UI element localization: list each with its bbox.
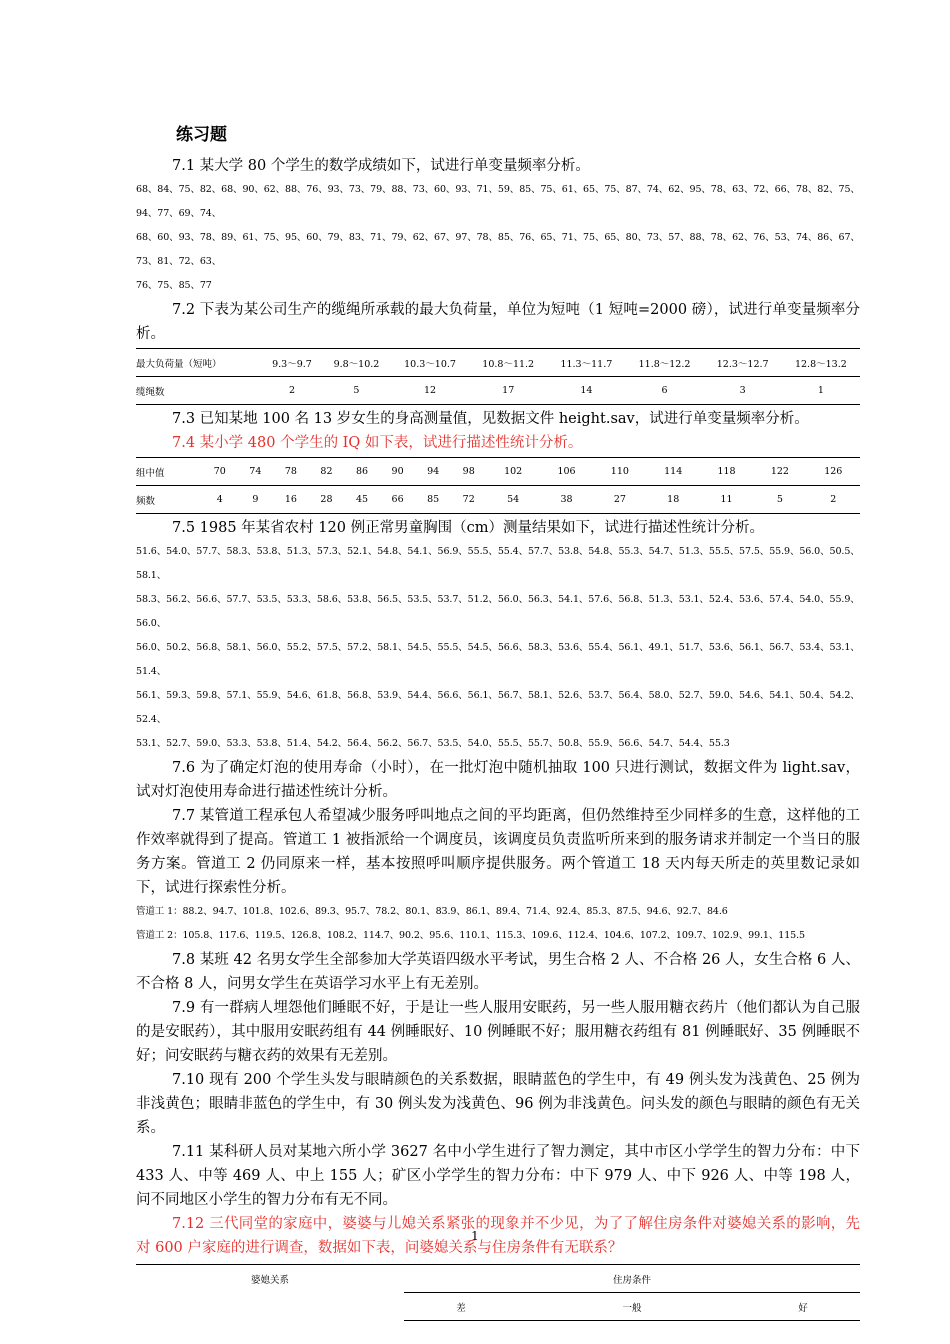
housing-table — [136, 1264, 860, 1321]
table-cell: 差 — [404, 1293, 518, 1321]
question-7-4: 7.4 某小学 480 个学生的 IQ 如下表，试进行描述性统计分析。 — [172, 435, 583, 451]
q7-5-data-line: 56.1、59.3、59.8、57.1、55.9、54.6、61.8、56.8、53.9、54.4、56.6、56.1、56.7、58.1、52.6、53.7、56.4、58.0、52.7、59.0、54.6、54.1、50.4、54.2、52.4、 — [136, 690, 860, 725]
table-row-label: 频数 — [136, 486, 202, 514]
table-row-label: 最大负荷量（短吨） — [136, 349, 262, 377]
table-empty-cell — [136, 1293, 404, 1321]
q7-5-data-line: 58.3、56.2、56.6、57.7、53.5、53.3、58.6、53.8、56.5、53.5、53.7、51.2、56.0、56.3、54.1、57.6、56.8、51.3、53.1、52.4、53.6、57.4、54.0、55.9、56.0、 — [136, 594, 860, 629]
table-row-header: 婆媳关系 — [136, 1265, 404, 1293]
load-table — [136, 348, 860, 405]
table-cell: 9.3～9.7 — [262, 349, 322, 377]
question-7-2: 7.2 下表为某公司生产的缆绳所承载的最大负荷量，单位为短吨（1 短吨=2000 磅），试进行单变量频率分析。 — [136, 302, 860, 342]
q7-1-data-line: 76、75、85、77 — [136, 280, 212, 291]
table-cell: 11 — [700, 486, 753, 514]
question-7-3: 7.3 已知某地 100 名 13 岁女生的身高测量值，见数据文件 height.sav，试进行单变量频率分析。 — [172, 411, 809, 427]
table-col-header: 住房条件 — [404, 1265, 860, 1293]
table-cell: 90 — [380, 458, 416, 486]
table-cell: 85 — [415, 486, 451, 514]
page-title: 练习题 — [176, 125, 227, 145]
table-cell: 86 — [344, 458, 380, 486]
table-cell: 74 — [238, 458, 274, 486]
question-7-1: 7.1 某大学 80 个学生的数学成绩如下，试进行单变量频率分析。 — [172, 158, 590, 174]
table-cell: 5 — [753, 486, 806, 514]
table-cell: 82 — [309, 458, 345, 486]
table-cell: 12.3～12.7 — [704, 349, 782, 377]
table-cell: 9.8～10.2 — [322, 349, 391, 377]
table-row-label: 组中值 — [136, 458, 202, 486]
page-number: 1 — [471, 1229, 479, 1243]
table-cell: 3 — [704, 377, 782, 405]
table-cell: 110 — [593, 458, 646, 486]
table-cell: 38 — [540, 486, 593, 514]
document-page — [136, 122, 860, 1321]
table-cell: 45 — [344, 486, 380, 514]
question-7-9: 7.9 有一群病人埋怨他们睡眠不好，于是让一些人服用安眠药，另一些人服用糖衣药片（他们都认为自己服的是安眠药），其中服用安眠药组有 44 例睡眠好、10 例睡眠不好；服用糖衣药组有 81 例睡眠好、35 例睡眠不好；问安眠药与糖衣药的效果有无差别。 — [136, 1000, 860, 1064]
table-cell: 54 — [487, 486, 540, 514]
table-cell: 114 — [647, 458, 700, 486]
table-cell: 27 — [593, 486, 646, 514]
q7-5-data-line: 51.6、54.0、57.7、58.3、53.8、51.3、57.3、52.1、54.8、54.1、56.9、55.5、55.4、57.7、53.8、54.8、55.3、54.7、51.3、55.5、57.5、55.9、56.0、50.5、58.1、 — [136, 546, 860, 581]
table-cell: 9 — [238, 486, 274, 514]
table-cell: 10.3～10.7 — [391, 349, 469, 377]
table-cell: 12 — [391, 377, 469, 405]
table-row-label: 缆绳数 — [136, 377, 262, 405]
table-cell: 6 — [625, 377, 703, 405]
q7-1-data-line: 68、84、75、82、68、90、62、88、76、93、73、79、88、73、60、93、71、59、85、75、61、65、75、87、74、62、95、78、63、72、66、78、82、75、94、77、69、74、 — [136, 184, 860, 219]
table-cell: 78 — [273, 458, 309, 486]
q7-7-worker-2-data: 管道工 2：105.8、117.6、119.5、126.8、108.2、114.7、90.2、95.6、110.1、115.3、109.6、112.4、104.6、107.2、109.7、102.9、99.1、115.5 — [136, 930, 805, 941]
table-cell: 14 — [547, 377, 625, 405]
table-cell: 122 — [753, 458, 806, 486]
q7-5-data-line: 53.1、52.7、59.0、53.3、53.8、51.4、54.2、56.4、56.2、56.7、53.5、54.0、55.5、55.7、50.8、55.9、56.6、54.7、54.4、55.3 — [136, 738, 730, 749]
table-cell: 好 — [746, 1293, 860, 1321]
table-cell: 17 — [469, 377, 547, 405]
table-cell: 12.8～13.2 — [782, 349, 860, 377]
table-cell: 102 — [487, 458, 540, 486]
table-cell: 5 — [322, 377, 391, 405]
table-cell: 4 — [202, 486, 238, 514]
iq-table — [136, 457, 860, 514]
table-cell: 1 — [782, 377, 860, 405]
table-cell: 2 — [262, 377, 322, 405]
table-cell: 98 — [451, 458, 487, 486]
question-7-11: 7.11 某科研人员对某地六所小学 3627 名中小学生进行了智力测定，其中市区小学学生的智力分布：中下 433 人、中等 469 人、中上 155 人；矿区小学学生的智力分布：中下 979 人、中下 926 人、中等 198 人，问不同地区小学生的智力分布有无不同。 — [136, 1144, 860, 1208]
table-cell: 28 — [309, 486, 345, 514]
table-cell: 70 — [202, 458, 238, 486]
table-cell: 11.8～12.2 — [625, 349, 703, 377]
table-cell: 11.3～11.7 — [547, 349, 625, 377]
question-7-7: 7.7 某管道工程承包人希望减少服务呼叫地点之间的平均距离，但仍然维持至少同样多的生意，这样他的工作效率就得到了提高。管道工 1 被指派给一个调度员，该调度员负责监听所来到的服务请求并制定一个当日的服务方案。管道工 2 仍同原来一样，基本按照呼叫顺序提供服务。两个管道工 18 天内每天所走的英里数记录如下，试进行探索性分析。 — [136, 808, 860, 896]
table-cell: 118 — [700, 458, 753, 486]
question-7-12: 7.12 三代同堂的家庭中，婆婆与儿媳关系紧张的现象并不少见，为了了解住房条件对婆媳关系的影响，先对 600 户家庭的进行调查，数据如下表，问婆媳关系与住房条件有无联系？ — [136, 1216, 860, 1256]
table-cell: 10.8～11.2 — [469, 349, 547, 377]
table-cell: 72 — [451, 486, 487, 514]
table-cell: 18 — [647, 486, 700, 514]
table-cell: 16 — [273, 486, 309, 514]
q7-5-data-line: 56.0、50.2、56.8、58.1、56.0、55.2、57.5、57.2、58.1、54.5、55.5、54.5、56.6、58.3、53.6、55.4、56.1、49.1、51.7、53.6、56.1、56.7、53.4、53.1、51.4、 — [136, 642, 860, 677]
q7-1-data-line: 68、60、93、78、89、61、75、95、60、79、83、71、79、62、67、97、78、85、76、65、71、75、65、80、73、57、88、78、62、76、53、74、86、67、73、81、72、63、 — [136, 232, 860, 267]
table-cell: 94 — [415, 458, 451, 486]
question-7-6: 7.6 为了确定灯泡的使用寿命（小时），在一批灯泡中随机抽取 100 只进行测试，数据文件为 light.sav，试对灯泡使用寿命进行描述性统计分析。 — [136, 760, 860, 800]
question-7-8: 7.8 某班 42 名男女学生全部参加大学英语四级水平考试，男生合格 2 人、不合格 26 人，女生合格 6 人、不合格 8 人，问男女学生在英语学习水平上有无差别。 — [136, 952, 860, 992]
table-cell: 一般 — [518, 1293, 746, 1321]
question-7-5: 7.5 1985 年某省农村 120 例正常男童胸围（cm）测量结果如下，试进行描述性统计分析。 — [172, 520, 764, 536]
table-cell: 66 — [380, 486, 416, 514]
table-cell: 2 — [807, 486, 860, 514]
table-cell: 126 — [807, 458, 860, 486]
question-7-10: 7.10 现有 200 个学生头发与眼睛颜色的关系数据，眼睛蓝色的学生中，有 49 例头发为浅黄色、25 例为非浅黄色；眼睛非蓝色的学生中，有 30 例头发为浅黄色、96 例为非浅黄色。问头发的颜色与眼睛的颜色有无关系。 — [136, 1072, 860, 1136]
table-cell: 106 — [540, 458, 593, 486]
q7-7-worker-1-data: 管道工 1：88.2、94.7、101.8、102.6、89.3、95.7、78.2、80.1、83.9、86.1、89.4、71.4、92.4、85.3、87.5、94.6、92.7、84.6 — [136, 906, 728, 917]
